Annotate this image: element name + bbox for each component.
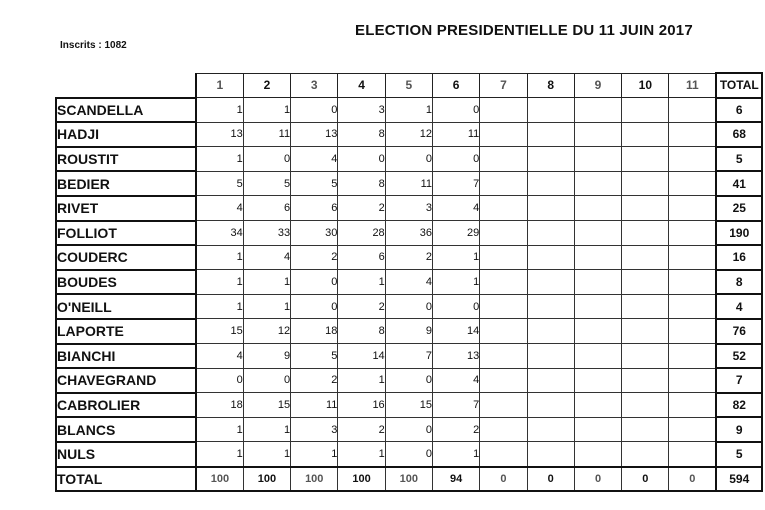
vote-cell: 0 (432, 98, 479, 123)
total-cell: 100 (196, 467, 243, 492)
vote-cell: 4 (432, 368, 479, 393)
vote-cell: 6 (243, 196, 290, 221)
vote-cell (527, 417, 574, 442)
vote-cell: 7 (385, 344, 432, 369)
total-cell: 94 (432, 467, 479, 492)
table-row (56, 122, 762, 147)
vote-cell: 3 (338, 98, 385, 123)
candidate-name: NULS (56, 442, 196, 467)
vote-cell: 4 (291, 147, 338, 172)
candidate-name: COUDERC (56, 245, 196, 270)
vote-cell: 14 (432, 319, 479, 344)
vote-cell (480, 196, 527, 221)
vote-cell (574, 393, 621, 418)
vote-cell: 0 (385, 368, 432, 393)
vote-cell: 12 (243, 319, 290, 344)
vote-cell: 1 (291, 442, 338, 467)
row-total-cell: 4 (716, 294, 762, 319)
vote-cell: 11 (385, 171, 432, 196)
candidate-name: O'NEILL (56, 294, 196, 319)
table-row (56, 147, 762, 172)
vote-cell: 16 (338, 393, 385, 418)
total-row (56, 467, 762, 492)
vote-cell (527, 270, 574, 295)
results-table (55, 72, 763, 492)
vote-cell: 5 (291, 171, 338, 196)
table-row (56, 417, 762, 442)
vote-cell (574, 294, 621, 319)
vote-cell: 15 (243, 393, 290, 418)
vote-cell (574, 196, 621, 221)
vote-cell: 29 (432, 221, 479, 246)
vote-cell: 5 (291, 344, 338, 369)
vote-cell: 4 (432, 196, 479, 221)
vote-cell (527, 171, 574, 196)
vote-cell (622, 171, 669, 196)
vote-cell: 2 (291, 245, 338, 270)
vote-cell: 1 (243, 294, 290, 319)
table-row (56, 442, 762, 467)
vote-cell (480, 368, 527, 393)
candidate-name: BOUDES (56, 270, 196, 295)
row-total-cell: 190 (716, 221, 762, 246)
vote-cell: 11 (291, 393, 338, 418)
vote-cell: 6 (291, 196, 338, 221)
vote-cell: 13 (196, 122, 243, 147)
total-row-label: TOTAL (56, 467, 196, 492)
vote-cell (669, 417, 716, 442)
vote-cell (480, 122, 527, 147)
vote-cell (574, 442, 621, 467)
row-total-cell: 5 (716, 442, 762, 467)
vote-cell: 8 (338, 171, 385, 196)
vote-cell: 0 (196, 368, 243, 393)
row-total-cell: 52 (716, 344, 762, 369)
vote-cell (480, 245, 527, 270)
table-row (56, 171, 762, 196)
vote-cell: 8 (338, 319, 385, 344)
vote-cell: 0 (432, 147, 479, 172)
total-cell: 0 (622, 467, 669, 492)
vote-cell (527, 319, 574, 344)
row-total-cell: 5 (716, 147, 762, 172)
vote-cell (622, 98, 669, 123)
vote-cell: 30 (291, 221, 338, 246)
table-row (56, 245, 762, 270)
vote-cell: 7 (432, 393, 479, 418)
row-total-cell: 7 (716, 368, 762, 393)
vote-cell: 1 (243, 442, 290, 467)
vote-cell (527, 245, 574, 270)
vote-cell: 4 (196, 196, 243, 221)
vote-cell (622, 442, 669, 467)
vote-cell (622, 245, 669, 270)
header-row (56, 73, 762, 98)
table-row (56, 270, 762, 295)
column-header: 3 (291, 73, 338, 98)
row-total-cell: 16 (716, 245, 762, 270)
vote-cell (527, 368, 574, 393)
vote-cell: 1 (432, 270, 479, 295)
vote-cell (669, 368, 716, 393)
candidate-name: BIANCHI (56, 344, 196, 369)
total-cell: 0 (480, 467, 527, 492)
vote-cell: 28 (338, 221, 385, 246)
vote-cell (480, 417, 527, 442)
column-header: 5 (385, 73, 432, 98)
vote-cell (669, 442, 716, 467)
vote-cell (622, 196, 669, 221)
column-header: 6 (432, 73, 479, 98)
vote-cell (669, 196, 716, 221)
page-title: ELECTION PRESIDENTIELLE DU 11 JUIN 2017 (355, 22, 693, 39)
vote-cell (574, 344, 621, 369)
vote-cell: 3 (385, 196, 432, 221)
vote-cell (480, 98, 527, 123)
candidate-name: ROUSTIT (56, 147, 196, 172)
vote-cell (480, 221, 527, 246)
vote-cell (669, 171, 716, 196)
vote-cell: 0 (243, 368, 290, 393)
vote-cell (622, 319, 669, 344)
total-cell: 0 (574, 467, 621, 492)
table-row (56, 393, 762, 418)
candidate-name: CHAVEGRAND (56, 368, 196, 393)
vote-cell (480, 344, 527, 369)
total-column-header: TOTAL (716, 73, 762, 98)
vote-cell: 1 (196, 442, 243, 467)
table-row (56, 294, 762, 319)
vote-cell (574, 319, 621, 344)
vote-cell: 1 (243, 98, 290, 123)
vote-cell (622, 294, 669, 319)
vote-cell (669, 294, 716, 319)
vote-cell (480, 442, 527, 467)
vote-cell: 1 (432, 245, 479, 270)
vote-cell: 0 (338, 147, 385, 172)
row-total-cell: 8 (716, 270, 762, 295)
table-row (56, 221, 762, 246)
vote-cell: 0 (291, 98, 338, 123)
total-cell: 100 (385, 467, 432, 492)
vote-cell: 14 (338, 344, 385, 369)
vote-cell: 33 (243, 221, 290, 246)
vote-cell (527, 442, 574, 467)
table-row (56, 368, 762, 393)
vote-cell: 9 (385, 319, 432, 344)
total-cell: 0 (527, 467, 574, 492)
vote-cell: 0 (432, 294, 479, 319)
table-row (56, 319, 762, 344)
vote-cell (669, 344, 716, 369)
vote-cell (527, 393, 574, 418)
vote-cell (527, 147, 574, 172)
vote-cell (527, 294, 574, 319)
column-header: 1 (196, 73, 243, 98)
vote-cell: 1 (385, 98, 432, 123)
row-total-cell: 25 (716, 196, 762, 221)
vote-cell (574, 221, 621, 246)
vote-cell (480, 393, 527, 418)
vote-cell: 12 (385, 122, 432, 147)
column-header: 7 (480, 73, 527, 98)
row-total-cell: 82 (716, 393, 762, 418)
vote-cell: 11 (243, 122, 290, 147)
candidate-name: SCANDELLA (56, 98, 196, 123)
candidate-name: HADJI (56, 122, 196, 147)
candidate-name: BEDIER (56, 171, 196, 196)
vote-cell: 15 (196, 319, 243, 344)
vote-cell (574, 245, 621, 270)
table-row (56, 344, 762, 369)
vote-cell: 1 (196, 270, 243, 295)
vote-cell: 1 (196, 147, 243, 172)
vote-cell: 1 (432, 442, 479, 467)
row-total-cell: 76 (716, 319, 762, 344)
vote-cell (480, 171, 527, 196)
vote-cell: 4 (385, 270, 432, 295)
vote-cell: 7 (432, 171, 479, 196)
vote-cell: 1 (196, 245, 243, 270)
vote-cell (574, 122, 621, 147)
vote-cell: 0 (385, 442, 432, 467)
table-body (56, 98, 762, 492)
vote-cell: 3 (291, 417, 338, 442)
vote-cell: 0 (291, 270, 338, 295)
vote-cell: 2 (338, 196, 385, 221)
vote-cell (527, 221, 574, 246)
vote-cell: 0 (385, 147, 432, 172)
vote-cell (574, 171, 621, 196)
vote-cell (527, 344, 574, 369)
column-header: 9 (574, 73, 621, 98)
vote-cell: 1 (338, 270, 385, 295)
vote-cell (622, 122, 669, 147)
row-total-cell: 6 (716, 98, 762, 123)
vote-cell: 1 (338, 368, 385, 393)
vote-cell: 15 (385, 393, 432, 418)
vote-cell: 2 (338, 417, 385, 442)
vote-cell (669, 270, 716, 295)
vote-cell: 4 (243, 245, 290, 270)
vote-cell (480, 294, 527, 319)
vote-cell: 2 (338, 294, 385, 319)
vote-cell (622, 393, 669, 418)
vote-cell (574, 147, 621, 172)
table-row (56, 196, 762, 221)
total-cell: 0 (669, 467, 716, 492)
vote-cell (622, 221, 669, 246)
vote-cell: 1 (243, 270, 290, 295)
vote-cell (669, 319, 716, 344)
total-cell: 100 (291, 467, 338, 492)
vote-cell (480, 270, 527, 295)
vote-cell: 2 (432, 417, 479, 442)
vote-cell (527, 122, 574, 147)
vote-cell (480, 147, 527, 172)
vote-cell (574, 368, 621, 393)
total-cell: 100 (338, 467, 385, 492)
vote-cell (669, 221, 716, 246)
vote-cell: 4 (196, 344, 243, 369)
vote-cell: 1 (196, 294, 243, 319)
candidate-name: CABROLIER (56, 393, 196, 418)
vote-cell: 18 (196, 393, 243, 418)
column-header: 11 (669, 73, 716, 98)
vote-cell (480, 319, 527, 344)
vote-cell (669, 98, 716, 123)
vote-cell: 1 (196, 98, 243, 123)
row-total-cell: 41 (716, 171, 762, 196)
vote-cell: 13 (291, 122, 338, 147)
candidate-name: FOLLIOT (56, 221, 196, 246)
vote-cell: 1 (243, 417, 290, 442)
vote-cell (574, 98, 621, 123)
vote-cell: 0 (385, 294, 432, 319)
grand-total-cell: 594 (716, 467, 762, 492)
vote-cell: 1 (338, 442, 385, 467)
vote-cell: 0 (291, 294, 338, 319)
vote-cell (527, 98, 574, 123)
vote-cell: 13 (432, 344, 479, 369)
candidate-name: LAPORTE (56, 319, 196, 344)
column-header: 10 (622, 73, 669, 98)
vote-cell: 2 (291, 368, 338, 393)
vote-cell (574, 417, 621, 442)
vote-cell (669, 147, 716, 172)
table-row (56, 98, 762, 123)
vote-cell: 1 (196, 417, 243, 442)
column-header: 2 (243, 73, 290, 98)
corner-cell (56, 73, 196, 98)
vote-cell: 5 (196, 171, 243, 196)
vote-cell: 34 (196, 221, 243, 246)
column-header: 8 (527, 73, 574, 98)
vote-cell (669, 245, 716, 270)
vote-cell (527, 196, 574, 221)
vote-cell (574, 270, 621, 295)
vote-cell (622, 270, 669, 295)
vote-cell (669, 122, 716, 147)
vote-cell: 6 (338, 245, 385, 270)
row-total-cell: 68 (716, 122, 762, 147)
vote-cell (622, 417, 669, 442)
vote-cell (669, 393, 716, 418)
vote-cell: 9 (243, 344, 290, 369)
vote-cell: 0 (243, 147, 290, 172)
vote-cell: 18 (291, 319, 338, 344)
vote-cell: 5 (243, 171, 290, 196)
vote-cell: 8 (338, 122, 385, 147)
vote-cell: 2 (385, 245, 432, 270)
row-total-cell: 9 (716, 417, 762, 442)
inscrits-count: Inscrits : 1082 (60, 40, 127, 51)
vote-cell: 36 (385, 221, 432, 246)
column-header: 4 (338, 73, 385, 98)
vote-cell (622, 368, 669, 393)
total-cell: 100 (243, 467, 290, 492)
vote-cell: 11 (432, 122, 479, 147)
candidate-name: RIVET (56, 196, 196, 221)
vote-cell (622, 147, 669, 172)
vote-cell: 0 (385, 417, 432, 442)
vote-cell (622, 344, 669, 369)
candidate-name: BLANCS (56, 417, 196, 442)
